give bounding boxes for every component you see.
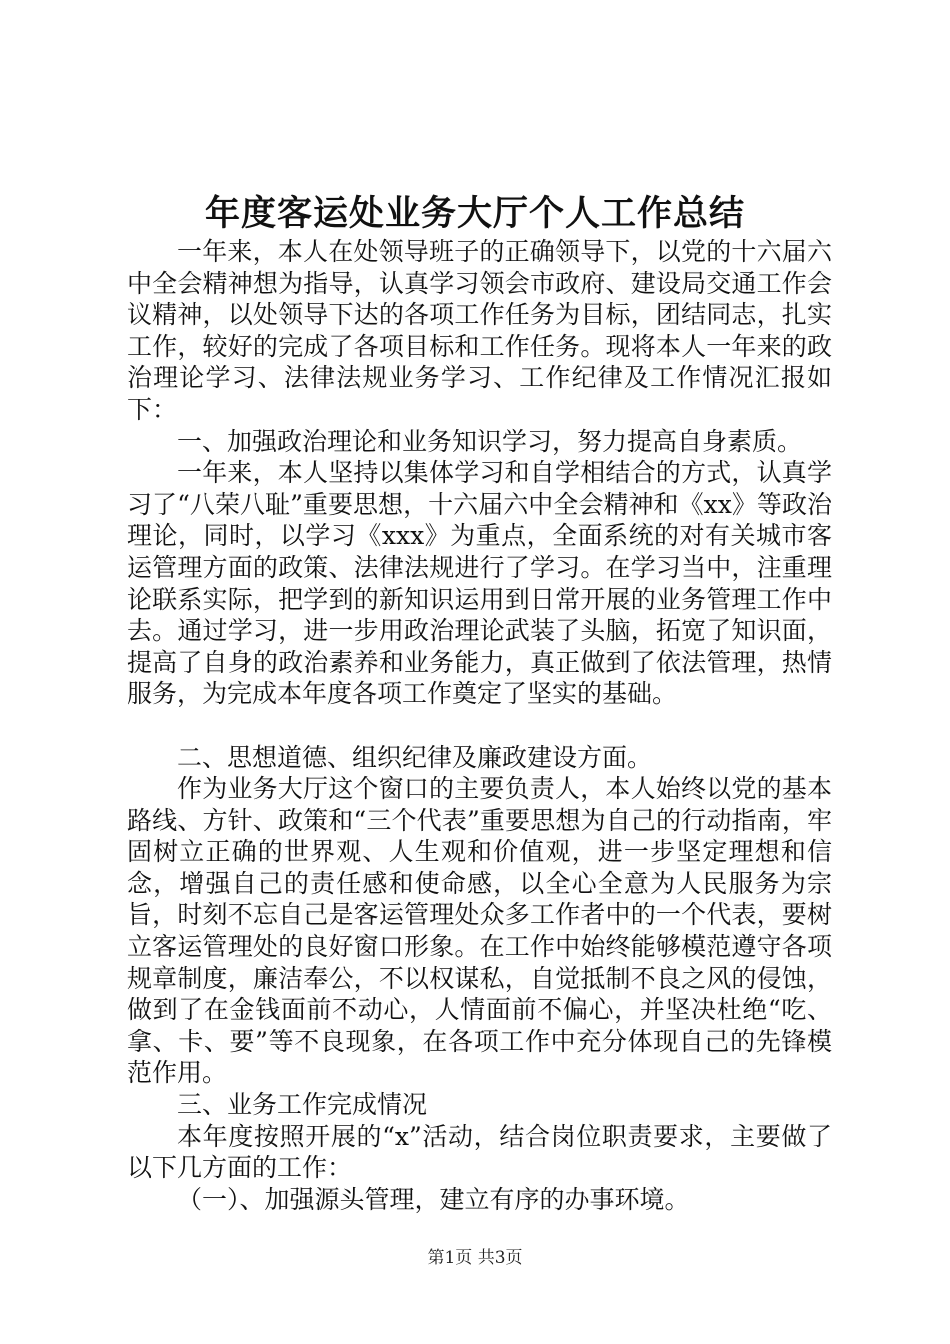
page-number: 第1页 共3页 (427, 1248, 523, 1268)
paragraph-section-1: 一年来，本人坚持以集体学习和自学相结合的方式，认真学习了“八荣八耻”重要思想，十六届六中全会精神和《xx》等政治理论，同时，以学习《xxx》为重点，全面系统的对有关城市客运管理方面的政策、法律法规进行了学习。在学习当中，注重理论联系实际，把学到的新知识运用到日常开展的业务管理工作中去。通过学习，进一步用政治理论武装了头脑，拓宽了知识面，提高了自身的政治素养和业务能力，真正做到了依法管理，热情服务，为完成本年度各项工作奠定了坚实的基础。 (127, 458, 832, 709)
section-heading-1: 一、加强政治理论和业务知识学习，努力提高自身素质。 (177, 426, 803, 456)
paragraph-intro: 一年来，本人在处领导班子的正确领导下，以党的十六届六中全会精神想为指导，认真学习领会市政府、建设局交通工作会议精神，以处领导下达的各项工作任务为目标，团结同志，扎实工作，较好的完成了各项目标和工作任务。现将本人一年来的政治理论学习、法律法规业务学习、工作纪律及工作情况汇报如下： (127, 237, 832, 424)
document-title: 年度客运处业务大厅个人工作总结 (204, 194, 745, 234)
subsection-heading-1: （一）、加强源头管理，建立有序的办事环境。 (177, 1184, 690, 1214)
paragraph-section-2: 作为业务大厅这个窗口的主要负责人，本人始终以党的基本路线、方针、政策和“三个代表”重要思想为自己的行动指南，牢固树立正确的世界观、人生观和价值观，进一步坚定理想和信念，增强自己的责任感和使命感，以全心全意为人民服务为宗旨，时刻不忘自己是客运管理处众多工作者中的一个代表，要树立客运管理处的良好窗口形象。在工作中始终能够模范遵守各项规章制度，廉洁奉公，不以权谋私，自觉抵制不良之风的侵蚀，做到了在金钱面前不动心，人情面前不偏心，并坚决杜绝“吃、拿、卡、要”等不良现象，在各项工作中充分体现自己的先锋模范作用。 (127, 774, 832, 1088)
paragraph-section-3: 本年度按照开展的“x”活动，结合岗位职责要求，主要做了以下几方面的工作： (127, 1121, 832, 1183)
section-heading-2: 二、思想道德、组织纪律及廉政建设方面。 (177, 742, 653, 772)
document-body (127, 236, 832, 1215)
section-heading-3: 三、业务工作完成情况 (177, 1090, 428, 1120)
